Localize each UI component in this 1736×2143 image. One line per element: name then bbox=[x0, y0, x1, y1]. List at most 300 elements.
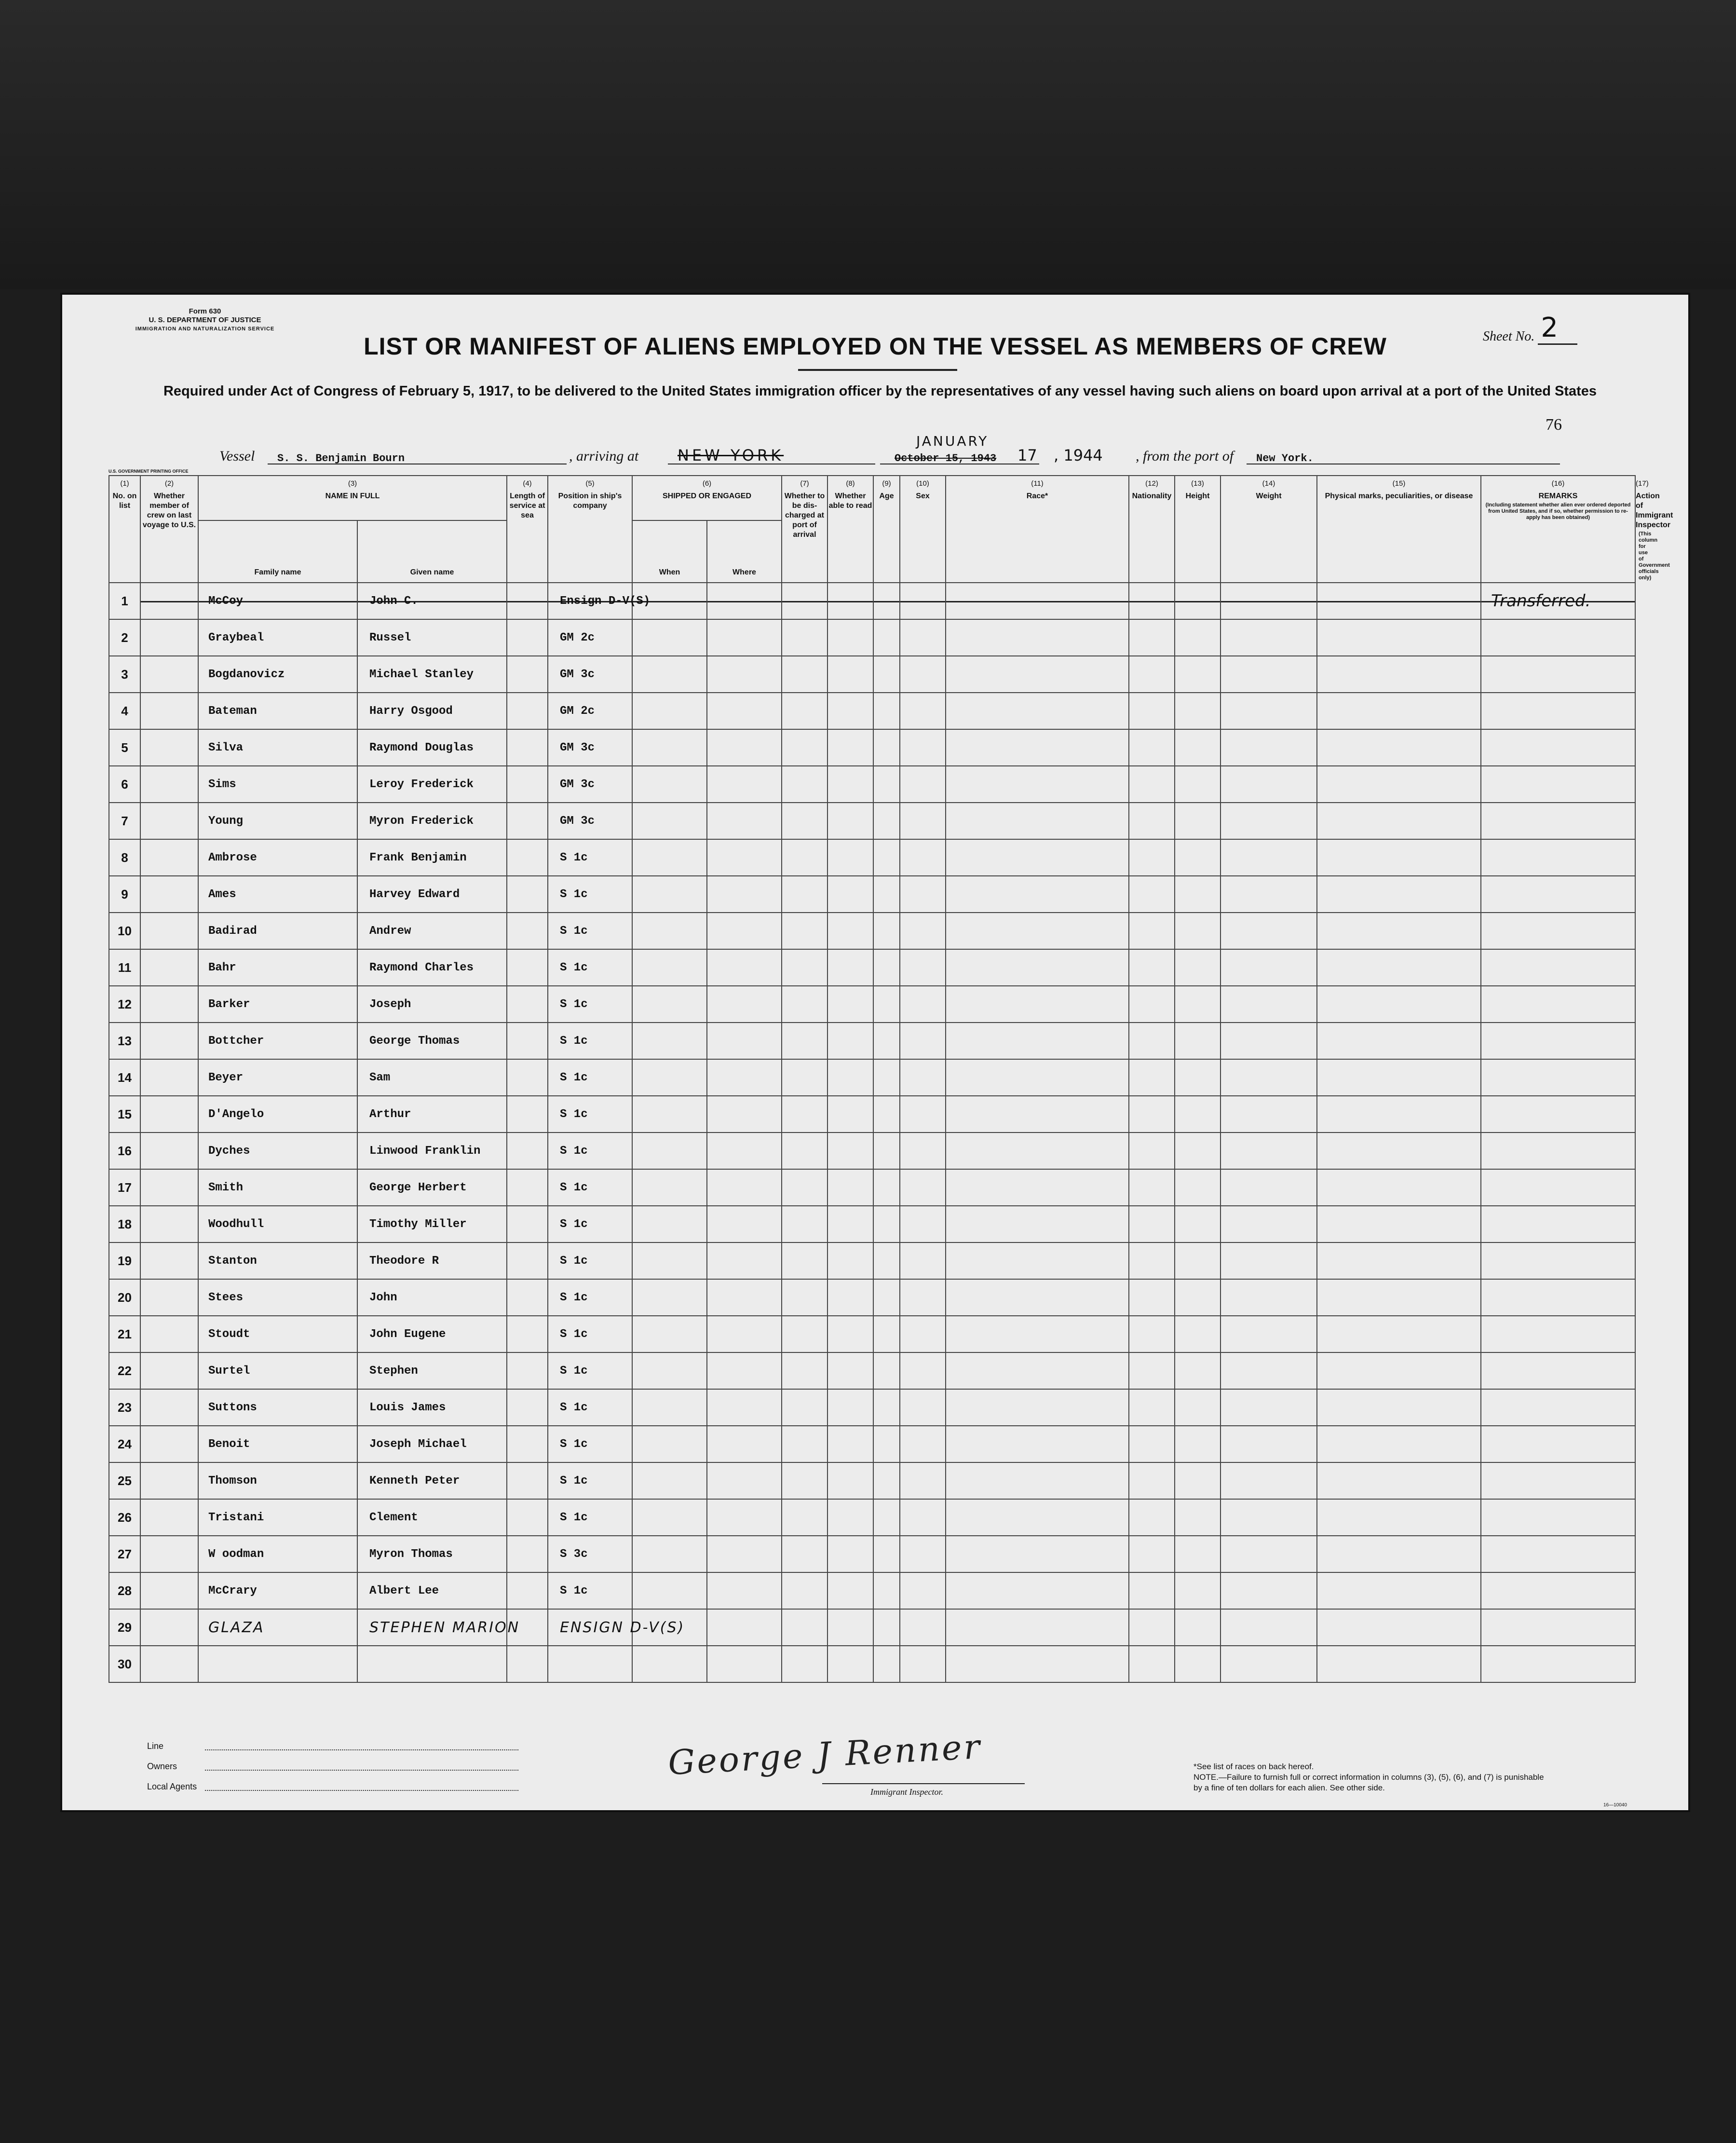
date-day: 17 bbox=[1017, 446, 1037, 464]
age-cell bbox=[873, 1426, 900, 1462]
col-header-age: (9) Age bbox=[873, 476, 900, 583]
length-of-service-cell bbox=[507, 729, 548, 766]
weight-cell bbox=[1221, 1609, 1317, 1646]
physical-marks-cell bbox=[1317, 1352, 1481, 1389]
nationality-cell bbox=[1129, 1169, 1175, 1206]
remarks-cell bbox=[1481, 1316, 1635, 1352]
race-cell bbox=[946, 1609, 1129, 1646]
race-cell bbox=[946, 803, 1129, 839]
from-label: , from the port of bbox=[1136, 448, 1234, 464]
shipped-when-cell bbox=[632, 1279, 707, 1316]
physical-marks-cell bbox=[1317, 1316, 1481, 1352]
age-cell bbox=[873, 1609, 900, 1646]
col-header-able-to-read: (8) Whether able to read bbox=[827, 476, 873, 583]
col-header-given-name: Given name bbox=[357, 520, 507, 583]
page-subtitle: Required under Act of Congress of February 5, 1917, to be delivered to the United States immigration officer by the representatives of any vessel having such aliens on board upon arrival at a port of the United States bbox=[163, 383, 1597, 399]
last-voyage-cell bbox=[140, 619, 198, 656]
height-cell bbox=[1175, 656, 1221, 693]
length-of-service-cell bbox=[507, 1389, 548, 1426]
able-to-read-cell bbox=[827, 876, 873, 913]
film-background bbox=[0, 0, 1736, 289]
physical-marks-cell bbox=[1317, 1206, 1481, 1242]
table-row bbox=[109, 1169, 1635, 1206]
nationality-cell bbox=[1129, 1206, 1175, 1242]
able-to-read-cell bbox=[827, 949, 873, 986]
weight-cell bbox=[1221, 1646, 1317, 1682]
sex-cell bbox=[900, 1023, 946, 1059]
height-cell bbox=[1175, 729, 1221, 766]
discharged-cell bbox=[782, 583, 827, 619]
given-name-cell: Kenneth Peter bbox=[357, 1462, 507, 1499]
sex-cell bbox=[900, 986, 946, 1023]
remarks-cell bbox=[1481, 1646, 1635, 1682]
given-name-cell: Louis James bbox=[357, 1389, 507, 1426]
vessel-line bbox=[219, 433, 1560, 466]
physical-marks-cell bbox=[1317, 1096, 1481, 1133]
length-of-service-cell bbox=[507, 876, 548, 913]
position-cell: ENSIGN D-V(S) bbox=[548, 1609, 632, 1646]
table-row bbox=[109, 729, 1635, 766]
discharged-cell bbox=[782, 839, 827, 876]
able-to-read-cell bbox=[827, 1059, 873, 1096]
discharged-cell bbox=[782, 1389, 827, 1426]
department-name: U. S. DEPARTMENT OF JUSTICE bbox=[149, 316, 261, 324]
discharged-cell bbox=[782, 1352, 827, 1389]
remarks-cell bbox=[1481, 986, 1635, 1023]
table-row bbox=[109, 1426, 1635, 1462]
nationality-cell bbox=[1129, 1316, 1175, 1352]
age-cell bbox=[873, 766, 900, 803]
age-cell bbox=[873, 693, 900, 729]
discharged-cell bbox=[782, 656, 827, 693]
able-to-read-cell bbox=[827, 766, 873, 803]
height-cell bbox=[1175, 1206, 1221, 1242]
shipped-when-cell bbox=[632, 986, 707, 1023]
sex-cell bbox=[900, 1389, 946, 1426]
physical-marks-cell bbox=[1317, 803, 1481, 839]
family-name-cell: Thomson bbox=[198, 1462, 357, 1499]
shipped-where-cell bbox=[707, 619, 782, 656]
family-name-cell: Stanton bbox=[198, 1242, 357, 1279]
col-header-when: When bbox=[632, 520, 707, 583]
physical-marks-cell bbox=[1317, 1536, 1481, 1572]
races-note: *See list of races on back hereof. bbox=[1194, 1762, 1314, 1771]
remarks-cell bbox=[1481, 729, 1635, 766]
col-header-length-of-service: (4) Length of service at sea bbox=[507, 476, 548, 583]
age-cell bbox=[873, 1096, 900, 1133]
table-row bbox=[109, 949, 1635, 986]
date-year: , 1944 bbox=[1054, 446, 1103, 464]
col-header-discharged: (7) Whether to be dis-charged at port of arrival bbox=[782, 476, 827, 583]
able-to-read-cell bbox=[827, 1316, 873, 1352]
given-name-cell: Myron Frederick bbox=[357, 803, 507, 839]
sex-cell bbox=[900, 913, 946, 949]
race-cell bbox=[946, 949, 1129, 986]
nationality-cell bbox=[1129, 1133, 1175, 1169]
age-cell bbox=[873, 986, 900, 1023]
discharged-cell bbox=[782, 1133, 827, 1169]
discharged-cell bbox=[782, 1426, 827, 1462]
nationality-cell bbox=[1129, 1536, 1175, 1572]
sex-cell bbox=[900, 876, 946, 913]
position-cell: S 1c bbox=[548, 1352, 632, 1389]
discharged-cell bbox=[782, 913, 827, 949]
position-cell: S 1c bbox=[548, 949, 632, 986]
given-name-cell: George Thomas bbox=[357, 1023, 507, 1059]
inspector-label: Immigrant Inspector. bbox=[870, 1787, 943, 1797]
physical-marks-cell bbox=[1317, 583, 1481, 619]
weight-cell bbox=[1221, 1536, 1317, 1572]
remarks-cell bbox=[1481, 1023, 1635, 1059]
family-name-cell: Young bbox=[198, 803, 357, 839]
nationality-cell bbox=[1129, 1059, 1175, 1096]
physical-marks-cell bbox=[1317, 1646, 1481, 1682]
given-name-cell: John Eugene bbox=[357, 1316, 507, 1352]
physical-marks-cell bbox=[1317, 913, 1481, 949]
family-name-cell: Ames bbox=[198, 876, 357, 913]
height-cell bbox=[1175, 1023, 1221, 1059]
race-cell bbox=[946, 1352, 1129, 1389]
height-cell bbox=[1175, 693, 1221, 729]
row-number: 23 bbox=[109, 1389, 140, 1426]
shipped-when-cell bbox=[632, 1133, 707, 1169]
last-voyage-cell bbox=[140, 839, 198, 876]
race-cell bbox=[946, 876, 1129, 913]
title-rule bbox=[798, 369, 957, 371]
row-number: 15 bbox=[109, 1096, 140, 1133]
given-name-cell: Andrew bbox=[357, 913, 507, 949]
able-to-read-cell bbox=[827, 1096, 873, 1133]
weight-cell bbox=[1221, 1572, 1317, 1609]
sheet-label: Sheet No. bbox=[1483, 329, 1535, 344]
weight-cell bbox=[1221, 766, 1317, 803]
arriving-label: , arriving at bbox=[569, 448, 639, 464]
shipped-when-cell bbox=[632, 839, 707, 876]
form-code: 16—10040 bbox=[1603, 1802, 1627, 1808]
given-name-cell: Harvey Edward bbox=[357, 876, 507, 913]
weight-cell bbox=[1221, 913, 1317, 949]
family-name-cell: D'Angelo bbox=[198, 1096, 357, 1133]
nationality-cell bbox=[1129, 619, 1175, 656]
age-cell bbox=[873, 913, 900, 949]
remarks-cell bbox=[1481, 803, 1635, 839]
last-voyage-cell bbox=[140, 1279, 198, 1316]
family-name-cell bbox=[198, 1646, 357, 1682]
row-number: 11 bbox=[109, 949, 140, 986]
position-cell: S 1c bbox=[548, 1389, 632, 1426]
given-name-cell: Raymond Douglas bbox=[357, 729, 507, 766]
race-cell bbox=[946, 1462, 1129, 1499]
last-voyage-cell bbox=[140, 876, 198, 913]
position-cell: S 1c bbox=[548, 1499, 632, 1536]
table-row bbox=[109, 1133, 1635, 1169]
last-voyage-cell bbox=[140, 1572, 198, 1609]
remarks-cell bbox=[1481, 1609, 1635, 1646]
able-to-read-cell bbox=[827, 1242, 873, 1279]
height-cell bbox=[1175, 1462, 1221, 1499]
table-row bbox=[109, 803, 1635, 839]
race-cell bbox=[946, 583, 1129, 619]
last-voyage-cell bbox=[140, 766, 198, 803]
physical-marks-cell bbox=[1317, 986, 1481, 1023]
row-number: 4 bbox=[109, 693, 140, 729]
remarks-cell bbox=[1481, 1133, 1635, 1169]
discharged-cell bbox=[782, 1279, 827, 1316]
sex-cell bbox=[900, 1059, 946, 1096]
given-name-cell: Raymond Charles bbox=[357, 949, 507, 986]
length-of-service-cell bbox=[507, 1206, 548, 1242]
row-number: 5 bbox=[109, 729, 140, 766]
table-row bbox=[109, 1242, 1635, 1279]
table-row bbox=[109, 913, 1635, 949]
physical-marks-cell bbox=[1317, 1133, 1481, 1169]
nationality-cell bbox=[1129, 693, 1175, 729]
given-name-cell: Myron Thomas bbox=[357, 1536, 507, 1572]
race-cell bbox=[946, 656, 1129, 693]
nationality-cell bbox=[1129, 986, 1175, 1023]
table-row bbox=[109, 1609, 1635, 1646]
remarks-cell bbox=[1481, 1499, 1635, 1536]
col-header-height: (13) Height bbox=[1175, 476, 1221, 583]
row-number: 21 bbox=[109, 1316, 140, 1352]
discharged-cell bbox=[782, 876, 827, 913]
sex-cell bbox=[900, 839, 946, 876]
col-header-position: (5) Position in ship's company bbox=[548, 476, 632, 583]
remarks-cell bbox=[1481, 1059, 1635, 1096]
row-number: 3 bbox=[109, 656, 140, 693]
row-number: 24 bbox=[109, 1426, 140, 1462]
remarks-cell bbox=[1481, 1169, 1635, 1206]
last-voyage-cell bbox=[140, 1023, 198, 1059]
shipped-when-cell bbox=[632, 656, 707, 693]
position-cell: S 1c bbox=[548, 986, 632, 1023]
length-of-service-cell bbox=[507, 766, 548, 803]
vessel-label: Vessel bbox=[219, 448, 255, 464]
given-name-cell: Joseph bbox=[357, 986, 507, 1023]
shipped-where-cell bbox=[707, 729, 782, 766]
family-name-cell: Sims bbox=[198, 766, 357, 803]
able-to-read-cell bbox=[827, 913, 873, 949]
table-row bbox=[109, 1279, 1635, 1316]
table-row bbox=[109, 656, 1635, 693]
shipped-when-cell bbox=[632, 1646, 707, 1682]
weight-cell bbox=[1221, 1279, 1317, 1316]
shipped-where-cell bbox=[707, 1499, 782, 1536]
last-voyage-cell bbox=[140, 1499, 198, 1536]
sex-cell bbox=[900, 1242, 946, 1279]
weight-cell bbox=[1221, 1023, 1317, 1059]
given-name-cell: Clement bbox=[357, 1499, 507, 1536]
col-header-no: (1) No. on list bbox=[109, 476, 140, 583]
last-voyage-cell bbox=[140, 1462, 198, 1499]
position-cell: GM 2c bbox=[548, 693, 632, 729]
sex-cell bbox=[900, 1572, 946, 1609]
physical-marks-cell bbox=[1317, 729, 1481, 766]
race-cell bbox=[946, 1536, 1129, 1572]
remarks-cell bbox=[1481, 619, 1635, 656]
race-cell bbox=[946, 1206, 1129, 1242]
age-cell bbox=[873, 729, 900, 766]
table-row bbox=[109, 766, 1635, 803]
race-cell bbox=[946, 693, 1129, 729]
height-cell bbox=[1175, 1389, 1221, 1426]
table-row bbox=[109, 1059, 1635, 1096]
able-to-read-cell bbox=[827, 1536, 873, 1572]
height-cell bbox=[1175, 1536, 1221, 1572]
position-cell: S 1c bbox=[548, 839, 632, 876]
physical-marks-cell bbox=[1317, 619, 1481, 656]
sex-cell bbox=[900, 583, 946, 619]
row-number: 16 bbox=[109, 1133, 140, 1169]
race-cell bbox=[946, 1242, 1129, 1279]
given-name-cell: Arthur bbox=[357, 1096, 507, 1133]
position-cell: S 1c bbox=[548, 1572, 632, 1609]
last-voyage-cell bbox=[140, 1096, 198, 1133]
height-cell bbox=[1175, 913, 1221, 949]
shipped-where-cell bbox=[707, 693, 782, 729]
physical-marks-cell bbox=[1317, 693, 1481, 729]
nationality-cell bbox=[1129, 1462, 1175, 1499]
form-number: Form 630 bbox=[189, 307, 221, 315]
length-of-service-cell bbox=[507, 1316, 548, 1352]
family-name-cell: Benoit bbox=[198, 1426, 357, 1462]
owners-label: Owners bbox=[147, 1761, 177, 1771]
length-of-service-cell bbox=[507, 1462, 548, 1499]
length-of-service-cell bbox=[507, 1426, 548, 1462]
shipped-when-cell bbox=[632, 1023, 707, 1059]
manifest-sheet bbox=[60, 293, 1690, 1812]
discharged-cell bbox=[782, 1206, 827, 1242]
physical-marks-cell bbox=[1317, 1572, 1481, 1609]
shipped-where-cell bbox=[707, 1096, 782, 1133]
row-number: 7 bbox=[109, 803, 140, 839]
sex-cell bbox=[900, 1169, 946, 1206]
printing-office-line: U.S. GOVERNMENT PRINTING OFFICE bbox=[108, 469, 189, 474]
shipped-where-cell bbox=[707, 986, 782, 1023]
sex-cell bbox=[900, 1426, 946, 1462]
physical-marks-cell bbox=[1317, 949, 1481, 986]
discharged-cell bbox=[782, 986, 827, 1023]
shipped-when-cell bbox=[632, 1242, 707, 1279]
shipped-where-cell bbox=[707, 1279, 782, 1316]
height-cell bbox=[1175, 1096, 1221, 1133]
given-name-cell: Joseph Michael bbox=[357, 1426, 507, 1462]
height-cell bbox=[1175, 1572, 1221, 1609]
discharged-cell bbox=[782, 1536, 827, 1572]
last-voyage-cell bbox=[140, 1133, 198, 1169]
col-header-name: (3) NAME IN FULL bbox=[198, 476, 507, 520]
family-name-cell: Stees bbox=[198, 1279, 357, 1316]
remarks-cell bbox=[1481, 839, 1635, 876]
weight-cell bbox=[1221, 986, 1317, 1023]
position-cell: GM 2c bbox=[548, 619, 632, 656]
position-cell bbox=[548, 1646, 632, 1682]
line-label: Line bbox=[147, 1741, 164, 1751]
able-to-read-cell bbox=[827, 803, 873, 839]
remarks-cell bbox=[1481, 1536, 1635, 1572]
last-voyage-cell bbox=[140, 583, 198, 619]
shipped-when-cell bbox=[632, 876, 707, 913]
weight-cell bbox=[1221, 1426, 1317, 1462]
last-voyage-cell bbox=[140, 1316, 198, 1352]
sex-cell bbox=[900, 729, 946, 766]
shipped-where-cell bbox=[707, 1426, 782, 1462]
sex-cell bbox=[900, 1499, 946, 1536]
age-cell bbox=[873, 839, 900, 876]
race-cell bbox=[946, 1169, 1129, 1206]
given-name-cell: Russel bbox=[357, 619, 507, 656]
family-name-cell: Bahr bbox=[198, 949, 357, 986]
table-row bbox=[109, 693, 1635, 729]
remarks-cell bbox=[1481, 656, 1635, 693]
height-cell bbox=[1175, 766, 1221, 803]
position-cell: S 1c bbox=[548, 913, 632, 949]
stamp-number: 76 bbox=[1546, 416, 1562, 434]
able-to-read-cell bbox=[827, 1572, 873, 1609]
height-cell bbox=[1175, 1059, 1221, 1096]
remarks-cell bbox=[1481, 1242, 1635, 1279]
shipped-where-cell bbox=[707, 1242, 782, 1279]
height-cell bbox=[1175, 1169, 1221, 1206]
shipped-where-cell bbox=[707, 1316, 782, 1352]
service-name: IMMIGRATION AND NATURALIZATION SERVICE bbox=[135, 326, 275, 332]
col-header-race: (11) Race* bbox=[946, 476, 1129, 583]
weight-cell bbox=[1221, 1316, 1317, 1352]
weight-cell bbox=[1221, 1389, 1317, 1426]
col-header-where: Where bbox=[707, 520, 782, 583]
length-of-service-cell bbox=[507, 693, 548, 729]
nationality-cell bbox=[1129, 949, 1175, 986]
form-identifier bbox=[108, 307, 301, 333]
shipped-where-cell bbox=[707, 1206, 782, 1242]
discharged-cell bbox=[782, 1169, 827, 1206]
able-to-read-cell bbox=[827, 839, 873, 876]
shipped-when-cell bbox=[632, 729, 707, 766]
table-row bbox=[109, 876, 1635, 913]
shipped-when-cell bbox=[632, 1499, 707, 1536]
discharged-cell bbox=[782, 729, 827, 766]
height-cell bbox=[1175, 1352, 1221, 1389]
race-cell bbox=[946, 1646, 1129, 1682]
page-title: LIST OR MANIFEST OF ALIENS EMPLOYED ON THE VESSEL AS MEMBERS OF CREW bbox=[364, 333, 1387, 360]
shipped-where-cell bbox=[707, 1389, 782, 1426]
sex-cell bbox=[900, 1462, 946, 1499]
col-header-sex: (10) Sex bbox=[900, 476, 946, 583]
height-cell bbox=[1175, 1242, 1221, 1279]
given-name-cell: Sam bbox=[357, 1059, 507, 1096]
last-voyage-cell bbox=[140, 1242, 198, 1279]
sex-cell bbox=[900, 619, 946, 656]
age-cell bbox=[873, 583, 900, 619]
family-name-cell: Tristani bbox=[198, 1499, 357, 1536]
table-row bbox=[109, 986, 1635, 1023]
shipped-where-cell bbox=[707, 1169, 782, 1206]
height-cell bbox=[1175, 803, 1221, 839]
table-row bbox=[109, 1536, 1635, 1572]
race-cell bbox=[946, 986, 1129, 1023]
shipped-where-cell bbox=[707, 803, 782, 839]
age-cell bbox=[873, 656, 900, 693]
sex-cell bbox=[900, 1646, 946, 1682]
last-voyage-cell bbox=[140, 656, 198, 693]
shipped-when-cell bbox=[632, 1426, 707, 1462]
family-name-cell: Woodhull bbox=[198, 1206, 357, 1242]
footer-agents-row bbox=[147, 1779, 518, 1793]
race-cell bbox=[946, 619, 1129, 656]
height-cell bbox=[1175, 1426, 1221, 1462]
position-cell: S 1c bbox=[548, 1279, 632, 1316]
table-row bbox=[109, 839, 1635, 876]
